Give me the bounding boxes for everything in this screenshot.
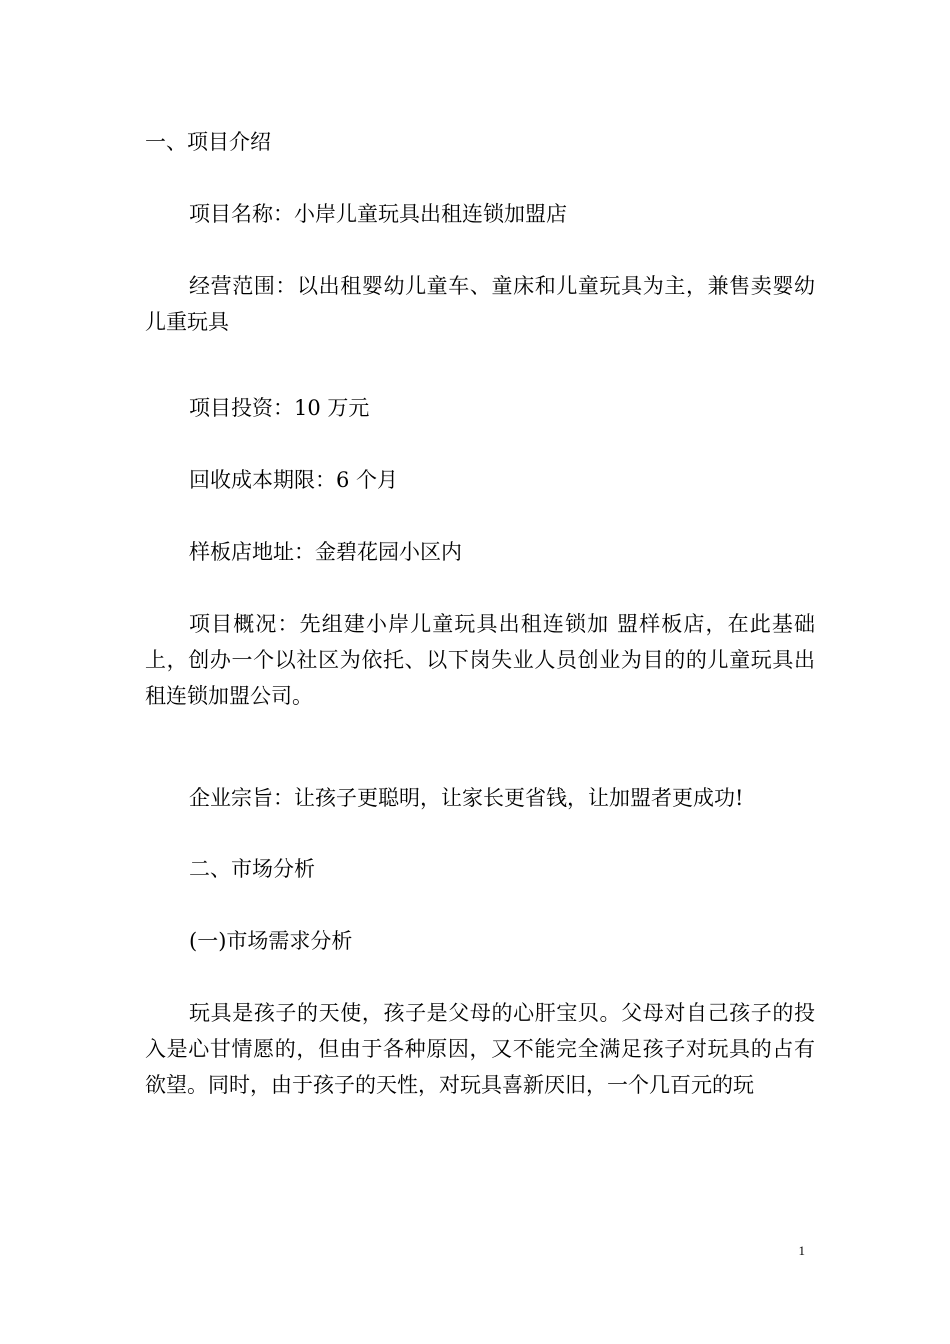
paragraph-business-scope: 经营范围：以出租婴幼儿童车、童床和儿童玩具为主，兼售卖婴幼儿重玩具 (145, 274, 815, 334)
paragraph-investment: 项目投资：10 万元 (189, 396, 370, 420)
paragraph-company-mission: 企业宗旨：让孩子更聪明，让家长更省钱，让加盟者更成功! (189, 786, 744, 810)
section-heading-project-intro: 一、项目介绍 (145, 130, 271, 154)
page-number: 1 (798, 1243, 805, 1258)
section-heading-market-analysis: 二、市场分析 (189, 857, 315, 881)
paragraph-payback-period: 回收成本期限：6 个月 (189, 468, 399, 492)
subsection-heading-market-demand: (一)市场需求分析 (189, 929, 353, 953)
paragraph-sample-store-address: 样板店地址：金碧花园小区内 (189, 540, 462, 564)
paragraph-project-overview: 项目概况：先组建小岸儿童玩具出租连锁加 盟样板店，在此基础上，创办一个以社区为依托、以下岗失业人员创业为目的的儿童玩具出租连锁加盟公司。 (145, 612, 815, 708)
paragraph-project-name: 项目名称：小岸儿童玩具出租连锁加盟店 (189, 202, 567, 226)
paragraph-market-demand-body: 玩具是孩子的天使，孩子是父母的心肝宝贝。父母对自己孩子的投入是心甘情愿的，但由于各种原因，又不能完全满足孩子对玩具的占有欲望。同时，由于孩子的天性，对玩具喜新厌旧，一个几百元的玩 (145, 1001, 815, 1097)
